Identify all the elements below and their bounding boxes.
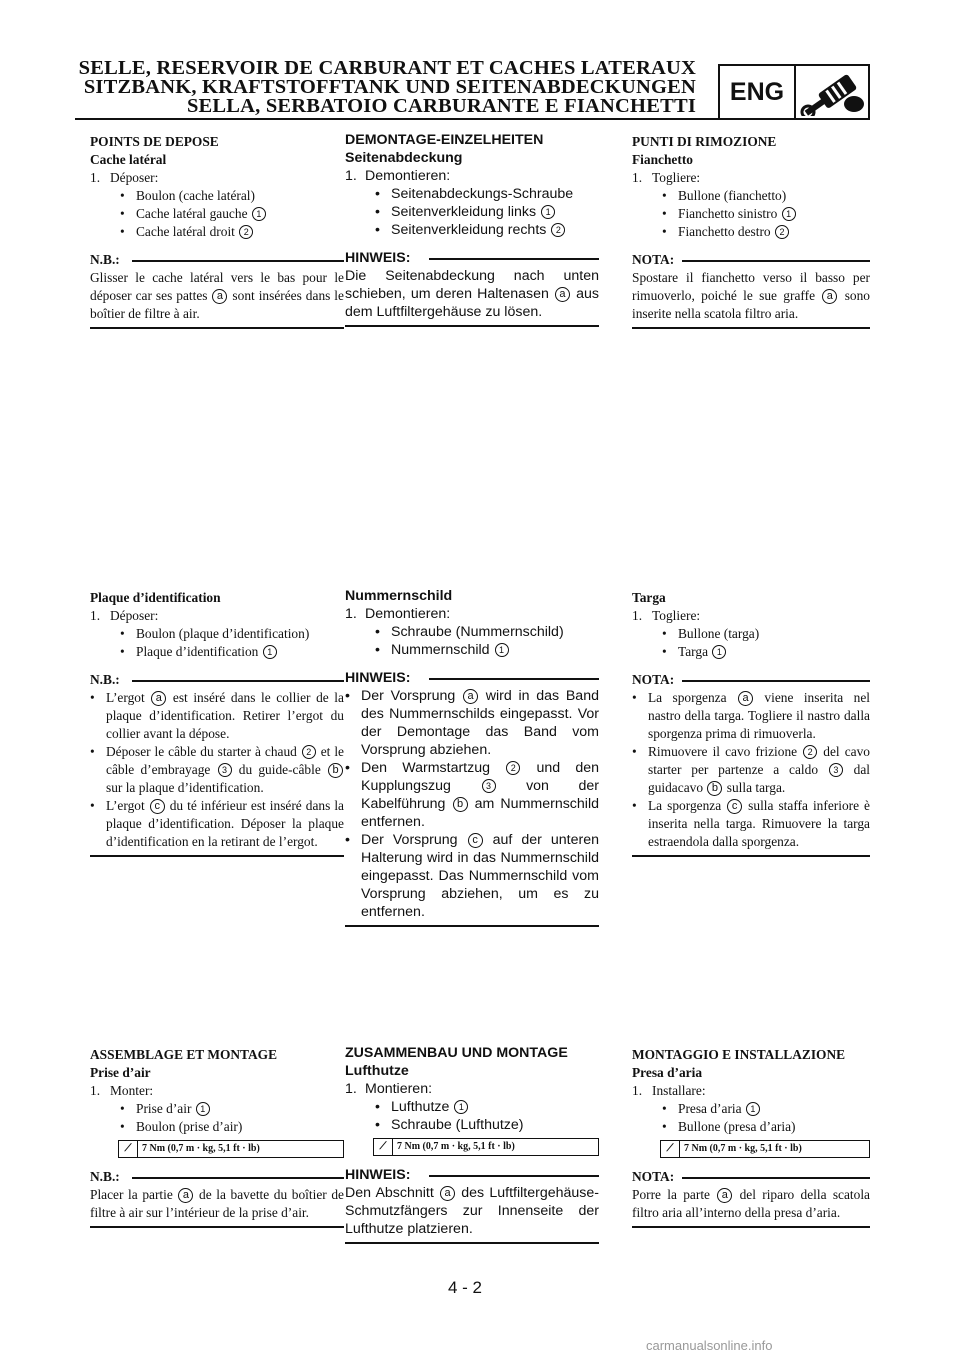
note-item: • Den Warmstartzug 2 und den Kupplungszug 3 von der Kabelführung b am Nummernschild entfernen. [345,759,599,831]
note-text: Spostare il fianchetto verso il basso per rimuoverlo, poiché le sue graffe a sono inserite nella scatola filtro aria. [632,269,870,329]
section-heading: PUNTI DI RIMOZIONE [632,134,777,149]
it-removal-points [632,133,870,329]
note-item: • La sporgenza c sulla staffa inferiore è inserita nella targa. Rimuovere la targa estraendola dalla sporgenza. [632,797,870,851]
note-text [632,689,870,857]
list-item: • Fianchetto destro 2 [632,223,870,241]
header-rule [75,118,870,120]
engine-badge-label: ENG [720,66,796,118]
step-item: 1. Installare: [632,1083,706,1098]
section-subheading: Plaque d’identification [90,590,221,605]
note-text: Porre la parte a del riparo della scatola filtro aria all’interno della presa d’aria. [632,1186,870,1228]
note-text: Placer la partie a de la bavette du boîtier de filtre à air sur l’intérieur de la prise d’air. [90,1186,344,1228]
note-item: • Der Vorsprung a wird in das Band des Nummernschilds eingepasst. Vor der Demontage das Band vom Vorsprung abziehen. [345,687,599,759]
section-heading: ZUSAMMENBAU UND MONTAGE [345,1045,568,1061]
step-item: 1. Déposer: [90,170,159,185]
list-item: • Schraube (Lufthutze) [345,1116,599,1134]
list-item: • Bullone (presa d’aria) [632,1118,870,1136]
note-label: N.B.: [90,251,344,269]
note-item: • L’ergot a est inséré dans le collier de la plaque d’identification. Retirer l’ergot du collier avant la dépose. [90,689,344,743]
list-item: • Schraube (Nummernschild) [345,623,599,641]
section-heading: MONTAGGIO E INSTALLAZIONE [632,1047,846,1062]
step-item: 1. Togliere: [632,608,701,623]
step-item: 1. Montieren: [345,1081,433,1097]
section-subheading: Presa d’aria [632,1065,703,1080]
torque-wrench-icon: ⟋ [374,1139,393,1155]
note-label: HINWEIS: [345,1166,599,1184]
note-label: HINWEIS: [345,249,599,267]
note-item: • Déposer le câble du starter à chaud 2 et le câble d’embrayage 3 du guide-câble b sur la plaque d’identification. [90,743,344,797]
title-german: SITZBANK, KRAFTSTOFFTANK UND SEITENABDECKUNGEN [83,76,696,98]
de-number-plate [345,587,599,927]
de-removal-points [345,131,599,327]
torque-spec: ⟋ 7 Nm (0,7 m · kg, 5,1 ft · lb) [118,1140,344,1158]
torque-wrench-icon: ⟋ [661,1141,680,1157]
note-label: NOTA: [632,251,870,269]
torque-spec: ⟋ 7 Nm (0,7 m · kg, 5,1 ft · lb) [660,1140,870,1158]
engine-section-badge [718,64,870,120]
list-item: • Prise d’air 1 [90,1100,344,1118]
section-subheading: Cache latéral [90,152,167,167]
list-item: • Boulon (cache latéral) [90,187,344,205]
section-heading: ASSEMBLAGE ET MONTAGE [90,1047,278,1062]
de-assembly [345,1044,599,1244]
list-item: • Lufthutze 1 [345,1098,599,1116]
list-item: • Nummernschild 1 [345,641,599,659]
note-label: N.B.: [90,1168,344,1186]
step-item: 1. Togliere: [632,170,701,185]
section-subheading: Fianchetto [632,152,693,167]
note-item: • La sporgenza a viene inserita nel nastro della targa. Togliere il nastro dalla sporgenza prima di rimuoverla. [632,689,870,743]
section-subheading: Seitenabdeckung [345,150,463,166]
note-label: N.B.: [90,671,344,689]
list-item: • Cache latéral gauche 1 [90,205,344,223]
note-item: • Der Vorsprung c auf der unteren Halterung wird in das Nummernschild eingepasst. Das Nummernschild vom Vorsprung abziehen, um es zu entfernen. [345,831,599,921]
note-item: • Rimuovere il cavo frizione 2 del cavo starter per partenze a caldo 3 dal guidacavo b sulla targa. [632,743,870,797]
it-number-plate [632,589,870,857]
list-item: • Presa d’aria 1 [632,1100,870,1118]
list-item: • Seitenabdeckungs-Schraube [345,185,599,203]
list-item: • Seitenverkleidung rechts 2 [345,221,599,239]
step-item: 1. Demontieren: [345,606,451,622]
note-item: • L’ergot c du té inférieur est inséré dans la plaque d’identification. Déposer la plaque d’identification en la retirant de l’ergot. [90,797,344,851]
section-subheading: Prise d’air [90,1065,151,1080]
list-item: • Targa 1 [632,643,870,661]
fr-assembly [90,1046,344,1228]
fr-number-plate [90,589,344,857]
page-number: 4 - 2 [448,1278,483,1297]
title-italian: SELLA, SERBATOIO CARBURANTE E FIANCHETTI [186,95,696,117]
note-label: HINWEIS: [345,669,599,687]
section-subheading: Targa [632,590,666,605]
section-subheading: Nummernschild [345,588,453,604]
note-text [345,687,599,927]
list-item: • Boulon (plaque d’identification) [90,625,344,643]
watermark: carmanualsonline.info [646,1338,773,1353]
note-text: Glisser le cache latéral vers le bas pour le déposer car ses pattes a sont insérées dans le boîtier de filtre à air. [90,269,344,329]
list-item: • Cache latéral droit 2 [90,223,344,241]
list-item: • Bullone (targa) [632,625,870,643]
torque-wrench-icon: ⟋ [119,1141,138,1157]
step-item: 1. Déposer: [90,608,159,623]
torque-spec: ⟋ 7 Nm (0,7 m · kg, 5,1 ft · lb) [373,1138,599,1156]
note-label: NOTA: [632,671,870,689]
note-text: Den Abschnitt a des Luftfiltergehäuse-Schmutzfängers zur Innenseite der Lufthutze platzieren. [345,1184,599,1244]
fr-removal-points [90,133,344,329]
engine-wrench-icon [796,68,868,116]
list-item: • Boulon (prise d’air) [90,1118,344,1136]
title-french: SELLE, RESERVOIR DE CARBURANT ET CACHES LATERAUX [78,57,696,79]
note-text: Die Seitenabdeckung nach unten schieben, um deren Haltenasen a aus dem Luftfiltergehäuse zu lösen. [345,267,599,327]
note-text [90,689,344,857]
section-subheading: Lufthutze [345,1063,409,1079]
list-item: • Plaque d’identification 1 [90,643,344,661]
note-label: NOTA: [632,1168,870,1186]
section-heading: POINTS DE DEPOSE [90,134,219,149]
list-item: • Fianchetto sinistro 1 [632,205,870,223]
list-item: • Seitenverkleidung links 1 [345,203,599,221]
it-assembly [632,1046,870,1228]
list-item: • Bullone (fianchetto) [632,187,870,205]
section-heading: DEMONTAGE-EINZELHEITEN [345,132,544,148]
step-item: 1. Monter: [90,1083,154,1098]
page-header [0,0,960,125]
step-item: 1. Demontieren: [345,168,451,184]
